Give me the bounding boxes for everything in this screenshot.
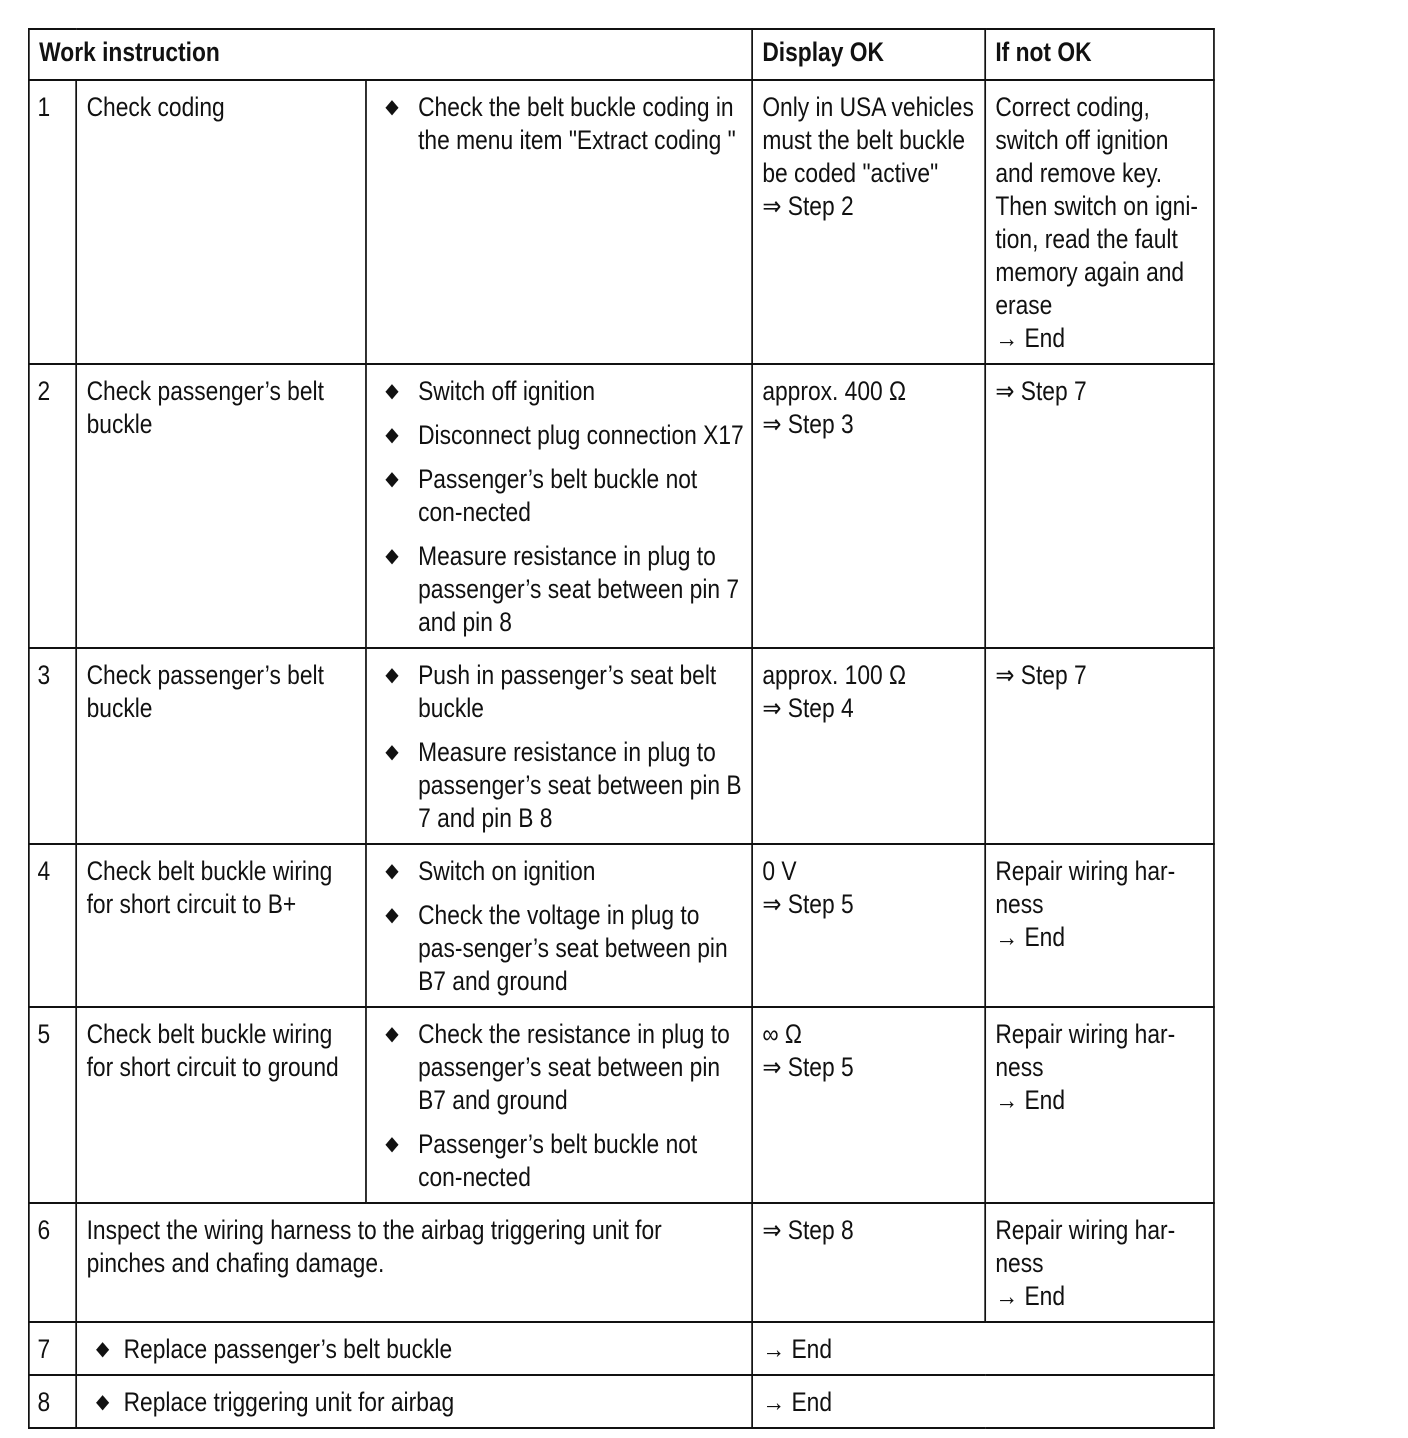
step-number: 3 — [29, 648, 76, 844]
bullet-diamond-icon: ◆ — [385, 468, 399, 490]
table-row — [29, 844, 1214, 1007]
table-row — [29, 1322, 1214, 1375]
bullet-diamond-icon: ◆ — [385, 424, 399, 446]
actions-cell — [366, 648, 752, 844]
bullet-diamond-icon: ◆ — [385, 664, 399, 686]
step-number: 7 — [29, 1322, 76, 1375]
actions-cell — [366, 844, 752, 1007]
if-not-ok-cell: Repair wiring har- ness → End — [985, 1203, 1214, 1322]
action-item: ◆ Replace passenger’s belt buckle — [96, 1334, 453, 1364]
action-item: ◆ Push in passenger’s seat belt buckle — [385, 660, 717, 723]
table-row — [29, 80, 1214, 364]
action-item: ◆ Measure resistance in plug to passenger’s seat between pin B 7 and pin B 8 — [385, 737, 742, 833]
table-row — [29, 364, 1214, 648]
display-ok-cell: Only in USA vehicles must the belt buckle be coded "active" ⇒ Step 2 — [752, 80, 985, 364]
check-cell: Check passenger’s belt buckle — [76, 364, 365, 648]
display-ok-cell: approx. 400 Ω ⇒ Step 3 — [752, 364, 985, 648]
action-item: ◆ Replace triggering unit for airbag — [96, 1387, 455, 1417]
if-not-ok-cell: ⇒ Step 7 — [985, 364, 1214, 648]
bullet-diamond-icon: ◆ — [96, 1338, 110, 1360]
display-ok-cell: 0 V ⇒ Step 5 — [752, 844, 985, 1007]
step-number: 6 — [29, 1203, 76, 1322]
actions-cell — [366, 1007, 752, 1203]
bullet-diamond-icon: ◆ — [385, 545, 399, 567]
action-cell — [76, 1375, 752, 1428]
actions-cell — [366, 364, 752, 648]
check-cell: Check passenger’s belt buckle — [76, 648, 365, 844]
header-work-instruction: Work instruction — [29, 29, 752, 80]
display-ok-cell: ∞ Ω ⇒ Step 5 — [752, 1007, 985, 1203]
check-cell: Check coding — [76, 80, 365, 364]
result-cell: → End — [752, 1322, 1214, 1375]
work-instruction-table — [28, 28, 1215, 1429]
step-number: 8 — [29, 1375, 76, 1428]
table-row — [29, 1375, 1214, 1428]
action-cell — [76, 1322, 752, 1375]
bullet-diamond-icon: ◆ — [385, 741, 399, 763]
action-item: ◆ Measure resistance in plug to passenger’s seat between pin 7 and pin 8 — [385, 541, 740, 637]
actions-cell — [366, 80, 752, 364]
check-cell: Check belt buckle wiring for short circuit to ground — [76, 1007, 365, 1203]
result-cell: → End — [752, 1375, 1214, 1428]
bullet-diamond-icon: ◆ — [385, 860, 399, 882]
if-not-ok-cell: Repair wiring har- ness → End — [985, 844, 1214, 1007]
header-display-ok: Display OK — [752, 29, 985, 80]
action-item: ◆ Switch off ignition — [385, 376, 596, 406]
action-item: ◆ Check the belt buckle coding in the menu item "Extract coding " — [385, 92, 736, 155]
if-not-ok-cell: ⇒ Step 7 — [985, 648, 1214, 844]
bullet-diamond-icon: ◆ — [385, 96, 399, 118]
bullet-diamond-icon: ◆ — [385, 380, 399, 402]
bullet-diamond-icon: ◆ — [385, 904, 399, 926]
bullet-diamond-icon: ◆ — [96, 1391, 110, 1413]
action-item: ◆ Disconnect plug connection X17 — [385, 420, 744, 450]
bullet-diamond-icon: ◆ — [385, 1023, 399, 1045]
table-row — [29, 1203, 1214, 1322]
if-not-ok-cell: Correct coding, switch off ignition and remove key. Then switch on igni- tion, read the fault memory again and erase → End — [985, 80, 1214, 364]
step-number: 2 — [29, 364, 76, 648]
step-number: 5 — [29, 1007, 76, 1203]
table-row — [29, 1007, 1214, 1203]
instruction-cell: Inspect the wiring harness to the airbag triggering unit for pinches and chafing damage. — [76, 1203, 752, 1322]
step-number: 1 — [29, 80, 76, 364]
step-number: 4 — [29, 844, 76, 1007]
display-ok-cell: approx. 100 Ω ⇒ Step 4 — [752, 648, 985, 844]
action-item: ◆ Switch on ignition — [385, 856, 596, 886]
table-row — [29, 648, 1214, 844]
action-item: ◆ Passenger’s belt buckle not con-nected — [385, 1129, 698, 1192]
header-row — [29, 29, 1214, 80]
bullet-diamond-icon: ◆ — [385, 1133, 399, 1155]
display-ok-cell: ⇒ Step 8 — [752, 1203, 985, 1322]
action-item: ◆ Passenger’s belt buckle not con-nected — [385, 464, 698, 527]
action-item: ◆ Check the voltage in plug to pas-senger’s seat between pin B7 and ground — [385, 900, 728, 996]
action-item: ◆ Check the resistance in plug to passenger’s seat between pin B7 and ground — [385, 1019, 730, 1115]
if-not-ok-cell: Repair wiring har- ness → End — [985, 1007, 1214, 1203]
header-if-not-ok: If not OK — [985, 29, 1214, 80]
check-cell: Check belt buckle wiring for short circuit to B+ — [76, 844, 365, 1007]
